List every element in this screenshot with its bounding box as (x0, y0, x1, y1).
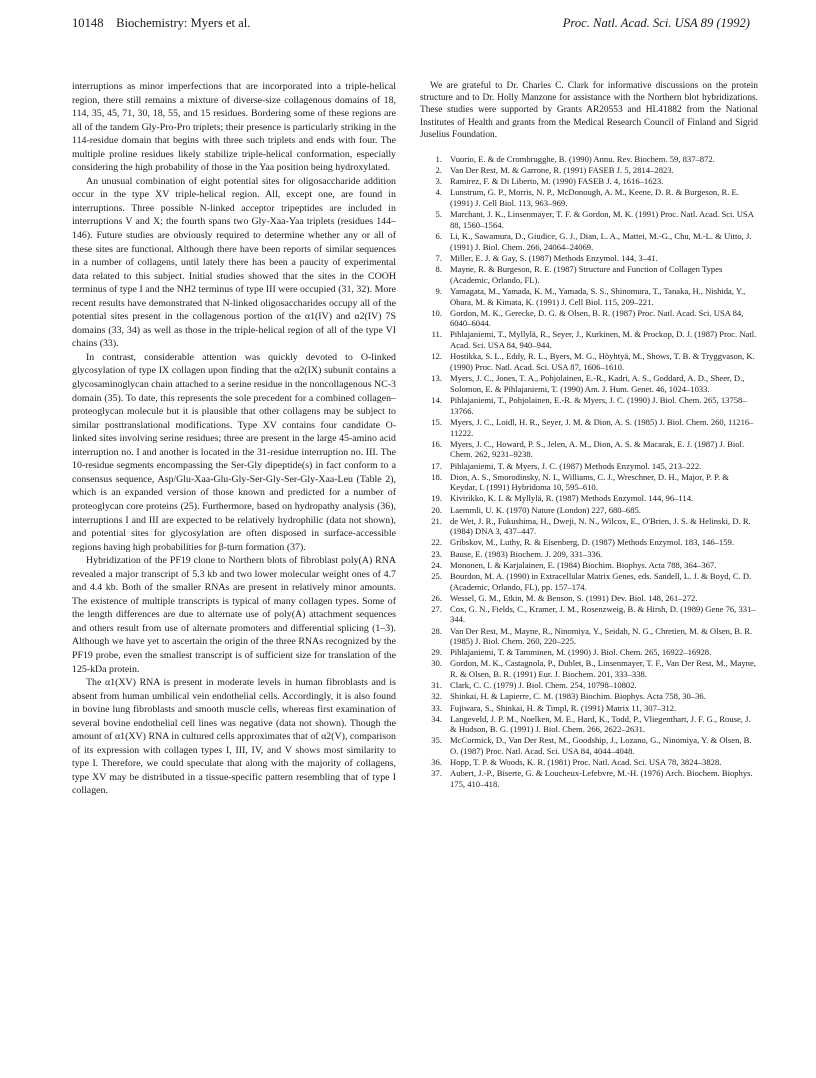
reference-text: Gribskov, M., Luthy, R. & Eisenberg, D. (1987) Methods Enzymol. 183, 146–159. (450, 537, 734, 548)
reference-item (420, 417, 758, 439)
reference-item (420, 461, 758, 472)
reference-item (420, 505, 758, 516)
reference-number: 5. (435, 209, 442, 220)
reference-number: 36. (431, 757, 442, 768)
reference-number: 16. (431, 438, 442, 449)
reference-text: Gordon, M. K., Gerecke, D. G. & Olsen, B. R. (1987) Proc. Natl. Acad. Sci. USA 84, 6040–6044. (450, 307, 744, 329)
reference-number: 21. (431, 515, 442, 526)
reference-text: Gordon, M. K., Castagnola, P., Dublet, B., Linsenmayer, T. F., Van Der Rest, M., Mayne, R. & Olsen, B. R. (1991) Eur. J. Biochem. 201, 333–338. (450, 658, 756, 680)
reference-number: 33. (431, 702, 442, 713)
reference-number: 13. (431, 373, 442, 384)
reference-item (420, 757, 758, 768)
reference-number: 6. (435, 230, 442, 241)
reference-item (420, 516, 758, 538)
reference-item (420, 703, 758, 714)
reference-item (420, 264, 758, 286)
reference-item (420, 187, 758, 209)
reference-number: 24. (431, 559, 442, 570)
reference-number: 17. (431, 460, 442, 471)
reference-number: 34. (431, 713, 442, 724)
reference-text: Bourdon, M. A. (1990) in Extracellular Matrix Genes, eds. Sandell, L. J. & Boyd, C. D. (Academic, Orlando, FL), pp. 157–174. (450, 570, 752, 592)
reference-number: 9. (435, 285, 442, 296)
reference-text: Langeveld, J. P. M., Noelken, M. E., Hard, K., Todd, P., Vliegenthart, J. F. G., Rouse, J. & Hudson, B. G. (1991) J. Biol. Chem. 266, 2622–2631. (450, 713, 751, 735)
reference-text: Hostikka, S. L., Eddy, R. L., Byers, M. G., Höyhtyä, M., Shows, T. B. & Tryggvason, K. (1990) Proc. Natl. Acad. Sci. USA 87, 1606–1610. (450, 351, 755, 373)
acknowledgment: We are grateful to Dr. Charles C. Clark for informative discussions on the protein structure and to Dr. Holly Manzone for assistance with the Northern blot hybridizations. These studies were supported by Grants AR20553 and HL41882 from the National Institutes of Health and grants from the Medical Research Council of Finland and Sigrid Juselius Foundation. (420, 81, 758, 140)
reference-item (420, 658, 758, 680)
reference-item (420, 373, 758, 395)
reference-number: 25. (431, 570, 442, 581)
reference-text: Li, K., Sawamura, D., Giudice, G. J., Dian, L. A., Mattei, M.-G., Chu, M.-L. & Uitto, J. (1991) J. Biol. Chem. 266, 24064–24069. (450, 230, 752, 252)
reference-text: Pihlajaniemi, T., Myllylä, R., Seyer, J., Kurkinen, M. & Prockop, D. J. (1987) Proc. Natl. Acad. Sci. USA 84, 940–944. (450, 329, 757, 351)
reference-item (420, 626, 758, 648)
reference-item (420, 571, 758, 593)
reference-number: 18. (431, 471, 442, 482)
reference-number: 23. (431, 548, 442, 559)
reference-item (420, 560, 758, 571)
reference-item (420, 714, 758, 736)
reference-number: 1. (435, 154, 442, 165)
reference-text: Cox, G. N., Fields, C., Kramer, J. M., Rosenzweig, B. & Hirsh, D. (1989) Gene 76, 331–344. (450, 603, 756, 625)
reference-item (420, 351, 758, 373)
reference-text: Shinkai, H. & Lapierre, C. M. (1983) Biochim. Biophys. Acta 758, 30–36. (450, 691, 706, 702)
reference-number: 11. (431, 329, 442, 340)
reference-number: 3. (435, 176, 442, 187)
body-paragraph: interruptions as minor imperfections that are incorporated into a triple-helical region, there still remains a mixture of diverse-size collagenous domains of 18, 114, 35, 45, 71, 30, 18, 55, and 15 residues. Bordering some of these regions are all of the tandem Gly-Pro-Pro triplets; their presence is particularly striking in the 114-residue domain that begins with three such triplets and ends with four. The multiple proline residues likely stabilize triple-helical conformation, especially considering the high probability of those in the Yaa position being hydroxylated. (72, 81, 396, 174)
body-paragraph: In contrast, considerable attention was quickly devoted to O-linked glycosylation of type IX collagen upon finding that the α2(IX) subunit contains a glycosaminoglycan chain attached to a serine residue in the noncollagenous NC-3 domain (35). To date, this represents the sole precedent for a combined collagen–proteoglycan molecule but it is plausible that other collagens may be subject to similar posttranslational modifications. Type XV contains four candidate O-linked sites involving serine residues; three are present in the large 45-amino acid interruption no. I and another is located in the 31-residue interruption no. III. The 10-residue segments encompassing the Ser-Gly dipeptide(s) in fact conform to a consensus sequence, Asp/Glu-Xaa-Glu-Gly-Ser-Gly-Ser-Gly-Xaa-Leu (Table 2), which is an expanded version of those known and predicted for a number of proteoglycan core proteins (25). Furthermore, based on hydropathy analysis (36), interruptions I and III are expected to be relatively hydrophilic (data not shown), and potential sites for glycosylation are often disposed in surface-accessible regions having high probabilities for β-turn formation (37). (72, 351, 396, 553)
reference-text: Kivirikko, K. I. & Myllylä, R. (1987) Methods Enzymol. 144, 96–114. (450, 493, 694, 504)
reference-text: Mayne, R. & Burgeson, R. E. (1987) Structure and Function of Collagen Types (Academic, Orlando, FL). (450, 263, 723, 285)
reference-text: Van Der Rest, M. & Garrone, R. (1991) FASEB J. 5, 2814–2823. (450, 165, 674, 176)
header-left (72, 16, 250, 31)
reference-number: 2. (435, 165, 442, 176)
reference-item (420, 231, 758, 253)
reference-text: Myers, J. C., Jones, T. A., Pohjolainen, E.-R., Kadri, A. S., Goddard, A. D., Sheer, D., Solomon, E. & Pihlajaniemi, T. (1990) Am. J. Hum. Genet. 46, 1024–1033. (450, 373, 745, 394)
reference-item (420, 680, 758, 691)
reference-number: 20. (431, 504, 442, 515)
reference-text: Pihlajaniemi, T., Pohjolainen, E.-R. & Myers, J. C. (1990) J. Biol. Chem. 265, 13758–13766. (450, 394, 747, 416)
reference-text: Yamagata, M., Yamada, K. M., Yamada, S. S., Shinomura, T., Tanaka, H., Nishida, Y., Obara, M. & Kimata, K. (1991) J. Cell Biol. 115, 209–221. (450, 285, 746, 307)
reference-item (420, 604, 758, 626)
reference-text: Laemmli, U. K. (1970) Nature (London) 227, 680–685. (450, 504, 641, 515)
reference-number: 27. (431, 603, 442, 614)
reference-number: 32. (431, 691, 442, 702)
reference-item (420, 472, 758, 494)
reference-text: Hopp, T. P. & Woods, K. R. (1981) Proc. Natl. Acad. Sci. USA 78, 3824–3828. (450, 757, 722, 768)
reference-item (420, 329, 758, 351)
reference-text: Clark, C. C. (1979) J. Biol. Chem. 254, 10798–10802. (450, 680, 637, 691)
reference-item (420, 286, 758, 308)
reference-item (420, 549, 758, 560)
reference-item (420, 493, 758, 504)
reference-number: 4. (435, 187, 442, 198)
body-paragraph: The α1(XV) RNA is present in moderate levels in human fibroblasts and is absent from human umbilical vein endothelial cells. Accordingly, it is also found in bovine lung fibroblasts and smooth muscle cells, whereas first examination of several bovine endothelial cell lines was negative (data not shown). Though the amount of α1(XV) RNA in cultured cells approximates that of α2(V), comparison of its expression with collagen types I, III, IV, and V shows most similarity to type I. Therefore, we could speculate that along with the majority of collagens, type XV may be distributed in a tissue-specific pattern resembling that of type I collagen. (72, 677, 396, 797)
page-number: 10148 (72, 16, 104, 30)
reference-text: Pihlajaniemi, T. & Myers, J. C. (1987) Methods Enzymol. 145, 213–222. (450, 460, 702, 471)
reference-item (420, 439, 758, 461)
reference-item (420, 768, 758, 790)
reference-number: 14. (431, 394, 442, 405)
reference-text: Dion, A. S., Smorodinsky, N. I., Williams, C. J., Wreschner, D. H., Major, P. P. & Keydar, I. (1991) Hybridoma 10, 595–610. (450, 471, 729, 493)
right-column (420, 80, 758, 790)
reference-item (420, 176, 758, 187)
page-header (72, 14, 750, 36)
reference-item (420, 691, 758, 702)
reference-text: Myers, J. C., Loidl, H. R., Seyer, J. M. & Dion, A. S. (1985) J. Biol. Chem. 260, 11216–11222. (450, 416, 754, 438)
journal-citation: Proc. Natl. Acad. Sci. USA 89 (1992) (562, 16, 750, 30)
reference-item (420, 165, 758, 176)
reference-number: 28. (431, 625, 442, 636)
reference-item (420, 154, 758, 165)
reference-item (420, 647, 758, 658)
reference-number: 26. (431, 592, 442, 603)
reference-text: Myers, J. C., Howard, P. S., Jelen, A. M., Dion, A. S. & Macarak, E. J. (1987) J. Biol. Chem. 262, 9231–9238. (450, 438, 745, 460)
reference-list (420, 154, 758, 790)
reference-item (420, 537, 758, 548)
reference-item (420, 735, 758, 757)
reference-item (420, 593, 758, 604)
reference-item (420, 395, 758, 417)
reference-item (420, 209, 758, 231)
reference-text: Van Der Rest, M., Mayne, R., Ninomiya, Y., Seidah, N. G., Chretien, M. & Olsen, B. R. (1985) J. Biol. Chem. 260, 220–225. (450, 625, 753, 647)
reference-number: 15. (431, 416, 442, 427)
reference-number: 22. (431, 537, 442, 548)
reference-number: 31. (431, 680, 442, 691)
reference-item (420, 308, 758, 330)
reference-number: 35. (431, 735, 442, 746)
reference-number: 7. (435, 252, 442, 263)
reference-number: 30. (431, 658, 442, 669)
body-paragraph: An unusual combination of eight potential sites for oligosaccharide addition occur in the type XV triple-helical region. All, except one, are found in interruptions. Three possible N-linked acceptor tripeptides are included in interruptions V and X; the fourth spans two Gly-Xaa-Yaa triplets (residues 144–146). Future studies are obviously required to determine whether any or all of these sites are functional. Although there have been reports of similar sequences in a number of collagens, until lately there has been a paucity of experimental data related to this subject. Initial studies showed that the sites in the COOH terminus of type I and the NH2 terminus of type III were occupied (31, 32). More recent results have demonstrated that N-linked oligosaccharides occupy all of the potential sites present in the collagenous portion of the α1(IV) and α2(IV) 7S domains (33, 34) as well as those in the triple-helical region of all of the type VI chains (33). (72, 175, 396, 350)
reference-number: 37. (431, 768, 442, 779)
reference-text: Mononen, I. & Karjalainen, E. (1984) Biochim. Biophys. Acta 788, 364–367. (450, 559, 717, 570)
reference-text: Marchant, J. K., Linsenmayer, T. F. & Gordon, M. K. (1991) Proc. Natl. Acad. Sci. USA 88, 1560–1564. (450, 209, 754, 230)
reference-text: Pihlajaniemi, T. & Tamminen, M. (1990) J. Biol. Chem. 265, 16922–16928. (450, 647, 712, 658)
reference-text: Vuorio, E. & de Crombrugghe, B. (1990) Annu. Rev. Biochem. 59, 837–872. (450, 154, 715, 165)
reference-text: de Wet, J. R., Fukushima, H., Dweji, N. N., Wilcox, E., O'Brien, J. S. & Helinski, D. R. (1984) DNA 3, 437–447. (450, 515, 751, 537)
running-title: Biochemistry: Myers et al. (116, 16, 251, 30)
reference-text: Ramirez, F. & Di Liberto, M. (1990) FASEB J. 4, 1616–1623. (450, 176, 664, 187)
reference-text: Wessel, G. M., Etkin, M. & Benson, S. (1991) Dev. Biol. 148, 261–272. (450, 592, 698, 603)
reference-number: 12. (431, 351, 442, 362)
reference-text: Bause, E. (1983) Biochem. J. 209, 331–336. (450, 548, 603, 559)
reference-text: Fujiwara, S., Shinkai, H. & Timpl, R. (1991) Matrix 11, 307–312. (450, 702, 677, 713)
left-column (72, 80, 396, 798)
reference-number: 29. (431, 647, 442, 658)
reference-number: 8. (435, 263, 442, 274)
body-paragraph: Hybridization of the PF19 clone to Northern blots of fibroblast poly(A) RNA revealed a major transcript of 5.3 kb and two lower molecular weight ones of 4.7 and 4.4 kb. Both of the smaller RNAs are present in relatively minor amounts. The existence of multiple transcripts is typical of many collagen types. Some of the length differences are due to alternate use of poly(A) attachment sequences and others result from use of alternate promoters and differential splicing (1–3). Although we have yet to ascertain the origin of the three RNAs recognized by the PF19 probe, even the smallest transcript is of sufficient size for translation of the 125-kDa protein. (72, 555, 396, 675)
reference-text: Miller, E. J. & Gay, S. (1987) Methods Enzymol. 144, 3–41. (450, 252, 658, 263)
reference-number: 10. (431, 307, 442, 318)
reference-text: McCormick, D., Van Der Rest, M., Goodship, J., Lozano, G., Ninomiya, Y. & Olsen, B. O. (1987) Proc. Natl. Acad. Sci. USA 84, 4044–4048. (450, 735, 752, 757)
reference-number: 19. (431, 493, 442, 504)
reference-item (420, 253, 758, 264)
reference-text: Aubert, J.-P., Biserte, G. & Loucheux-Lefebvre, M.-H. (1976) Arch. Biochem. Biophys. 175, 410–418. (450, 768, 753, 790)
reference-text: Lunstrum, G. P., Morris, N. P., McDonough, A. M., Keene, D. R. & Burgeson, R. E. (1991) J. Cell Biol. 113, 963–969. (450, 187, 739, 209)
